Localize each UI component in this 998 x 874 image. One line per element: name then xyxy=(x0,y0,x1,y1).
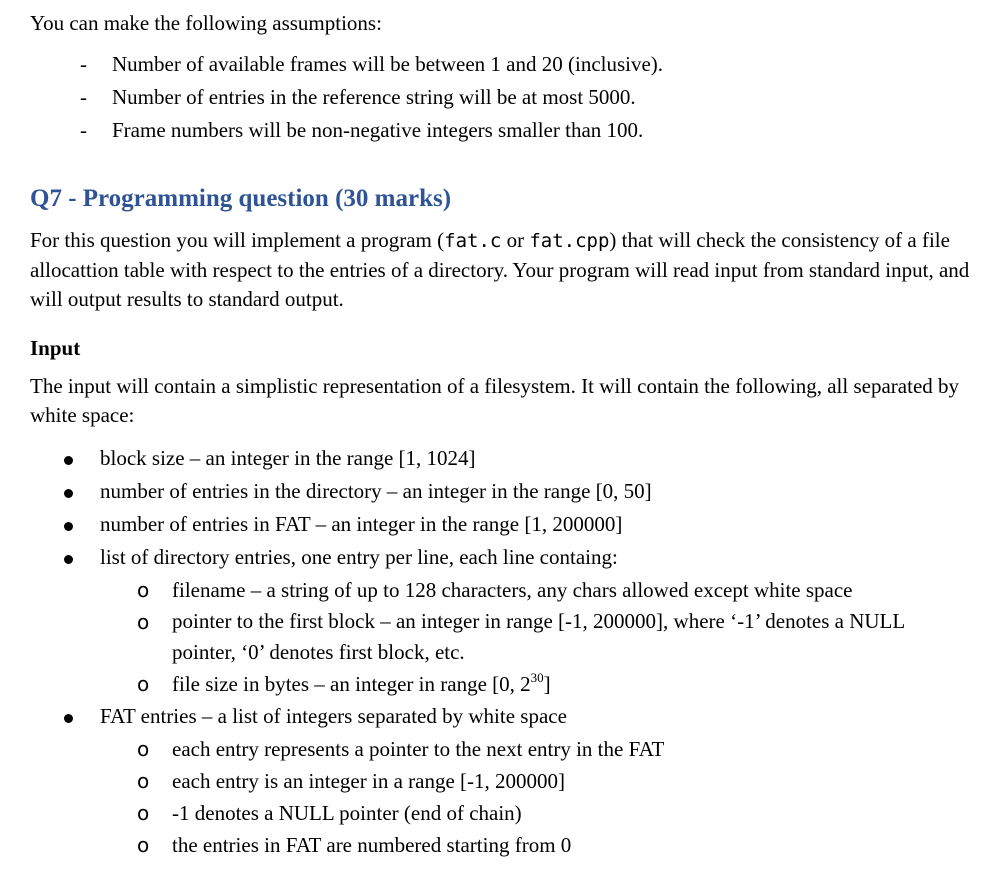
bullet-text: block size – an integer in the range [1, 1024] xyxy=(100,446,476,470)
circle-marker: o xyxy=(137,610,150,634)
sub-bullet-item xyxy=(0,606,962,668)
bullet-dot xyxy=(64,522,73,531)
description-text: ) that will check the consistency of a file allocattion table with respect to the entries of a directory. Your program will read input from standard input, and will output results to standard output. xyxy=(30,228,970,311)
sub-bullet-item xyxy=(0,765,962,797)
bullet-text: FAT entries – a list of integers separated by white space xyxy=(100,704,567,728)
dash-marker: - xyxy=(80,85,87,109)
assumption-text: Frame numbers will be non-negative integers smaller than 100. xyxy=(112,118,644,142)
bullet-item xyxy=(0,508,960,541)
sub-bullet-text: the entries in FAT are numbered starting from 0 xyxy=(172,833,572,857)
circle-marker: o xyxy=(137,769,150,793)
bullet-item xyxy=(0,442,960,475)
bullet-item xyxy=(0,475,960,508)
dash-marker: - xyxy=(80,118,87,142)
bullet-dot xyxy=(64,489,73,498)
bullet-text: list of directory entries, one entry per line, each line containg: xyxy=(100,545,618,569)
filename-code: fat.c xyxy=(444,230,502,252)
sub-bullet-text xyxy=(172,672,551,696)
circle-marker: o xyxy=(137,578,150,602)
description-text: or xyxy=(501,228,530,252)
circle-marker: o xyxy=(137,737,150,761)
sub-bullet-text: pointer to the first block – an integer in range [-1, 200000], where ‘-1’ denotes a NULL pointer, ‘0’ denotes first block, etc. xyxy=(172,609,905,664)
bullet-item xyxy=(0,700,960,733)
bullet-text: number of entries in FAT – an integer in the range [1, 200000] xyxy=(100,512,623,536)
circle-marker: o xyxy=(137,833,150,857)
assumption-item xyxy=(0,114,663,147)
assumptions-list xyxy=(0,48,663,147)
sub-bullet-item xyxy=(0,668,962,700)
filesize-exponent: 30 xyxy=(530,670,544,685)
sub-bullet-item xyxy=(0,829,962,861)
circle-marker: o xyxy=(137,801,150,825)
bullet-text: number of entries in the directory – an integer in the range [0, 50] xyxy=(100,479,652,503)
sub-bullet-text: filename – a string of up to 128 characters, any chars allowed except white space xyxy=(172,578,853,602)
input-heading: Input xyxy=(30,336,81,360)
assumption-text: Number of entries in the reference string will be at most 5000. xyxy=(112,85,636,109)
assumption-item xyxy=(0,48,663,81)
bullet-dot xyxy=(64,555,73,564)
sub-bullet-text: each entry is an integer in a range [-1, 200000] xyxy=(172,769,566,793)
sub-bullet-item xyxy=(0,733,962,765)
question-heading: Q7 - Programming question (30 marks) xyxy=(30,185,452,212)
filesize-suffix: ] xyxy=(543,672,551,696)
input-description: The input will contain a simplistic representation of a filesystem. It will contain the following, all separated by white space: xyxy=(30,374,960,427)
dash-marker: - xyxy=(80,52,87,76)
assumption-text: Number of available frames will be between 1 and 20 (inclusive). xyxy=(112,52,664,76)
filesize-prefix: file size in bytes – an integer in range [0, 2 xyxy=(172,672,531,696)
assumptions-intro: You can make the following assumptions: xyxy=(30,11,382,35)
description-text: For this question you will implement a program ( xyxy=(30,228,445,252)
sub-bullet-text: each entry represents a pointer to the next entry in the FAT xyxy=(172,737,665,761)
sub-bullet-item xyxy=(0,574,962,606)
sub-bullet-item xyxy=(0,797,962,829)
bullet-item xyxy=(0,541,960,574)
assumption-item xyxy=(0,81,663,114)
bullet-dot xyxy=(64,456,73,465)
circle-marker: o xyxy=(137,672,150,696)
sub-bullet-text: -1 denotes a NULL pointer (end of chain) xyxy=(172,801,522,825)
bullet-dot xyxy=(64,714,73,723)
question-description xyxy=(30,226,980,314)
filename-code: fat.cpp xyxy=(529,230,610,252)
input-bullet-list xyxy=(0,442,962,861)
